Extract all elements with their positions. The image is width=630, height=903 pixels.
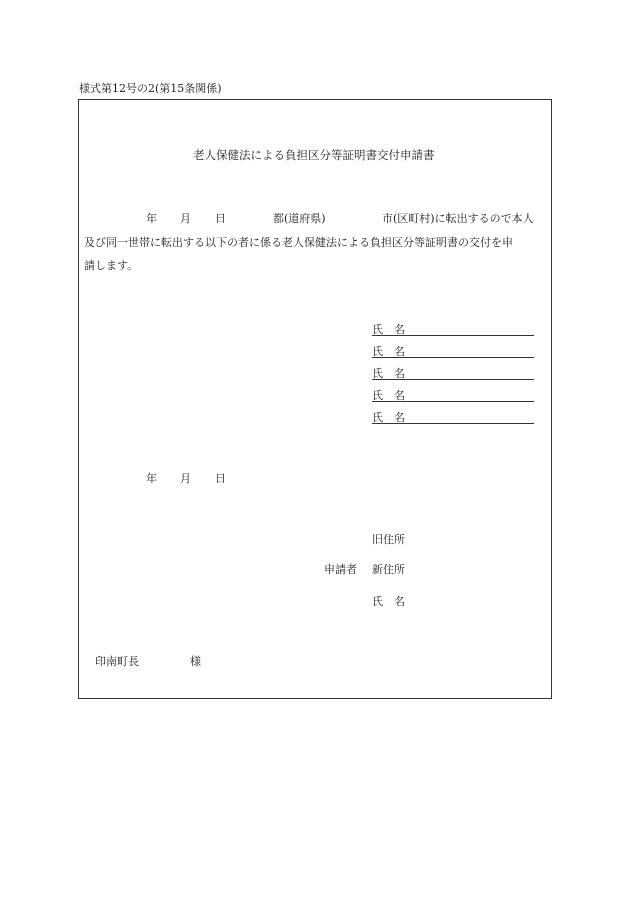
intro-prefecture: 都(道府県) (273, 212, 326, 225)
form-number: 様式第12号の2(第15条関係) (79, 82, 222, 95)
old-address-label: 旧住所 (372, 533, 405, 546)
name-underline (372, 401, 534, 402)
form-frame (78, 99, 552, 699)
new-address-label: 新住所 (372, 563, 405, 576)
intro-year: 年 (146, 212, 157, 225)
name-underline (372, 423, 534, 424)
sign-day: 日 (215, 472, 226, 485)
name-label: 氏 名 (372, 411, 405, 424)
intro-month: 月 (180, 212, 191, 225)
addressee-office: 印南町長 (95, 655, 139, 668)
sign-year: 年 (146, 472, 157, 485)
name-underline (372, 357, 534, 358)
sign-month: 月 (180, 472, 191, 485)
form-title: 老人保健法による負担区分等証明書交付申請書 (193, 148, 435, 162)
intro-day: 日 (215, 212, 226, 225)
name-label: 氏 名 (372, 345, 405, 358)
intro-city: 市(区町村)に転出するので本人 (382, 212, 534, 225)
applicant-name-label: 氏 名 (372, 595, 405, 608)
intro-line-3: 請します。 (84, 259, 139, 272)
name-underline (372, 379, 534, 380)
name-underline (372, 335, 534, 336)
name-label: 氏 名 (372, 323, 405, 336)
addressee-honorific: 様 (190, 655, 201, 668)
name-label: 氏 名 (372, 367, 405, 380)
intro-line-2: 及び同一世帯に転出する以下の者に係る老人保健法による負担区分等証明書の交付を申 (84, 236, 513, 249)
applicant-label: 申請者 (324, 563, 357, 576)
name-label: 氏 名 (372, 389, 405, 402)
